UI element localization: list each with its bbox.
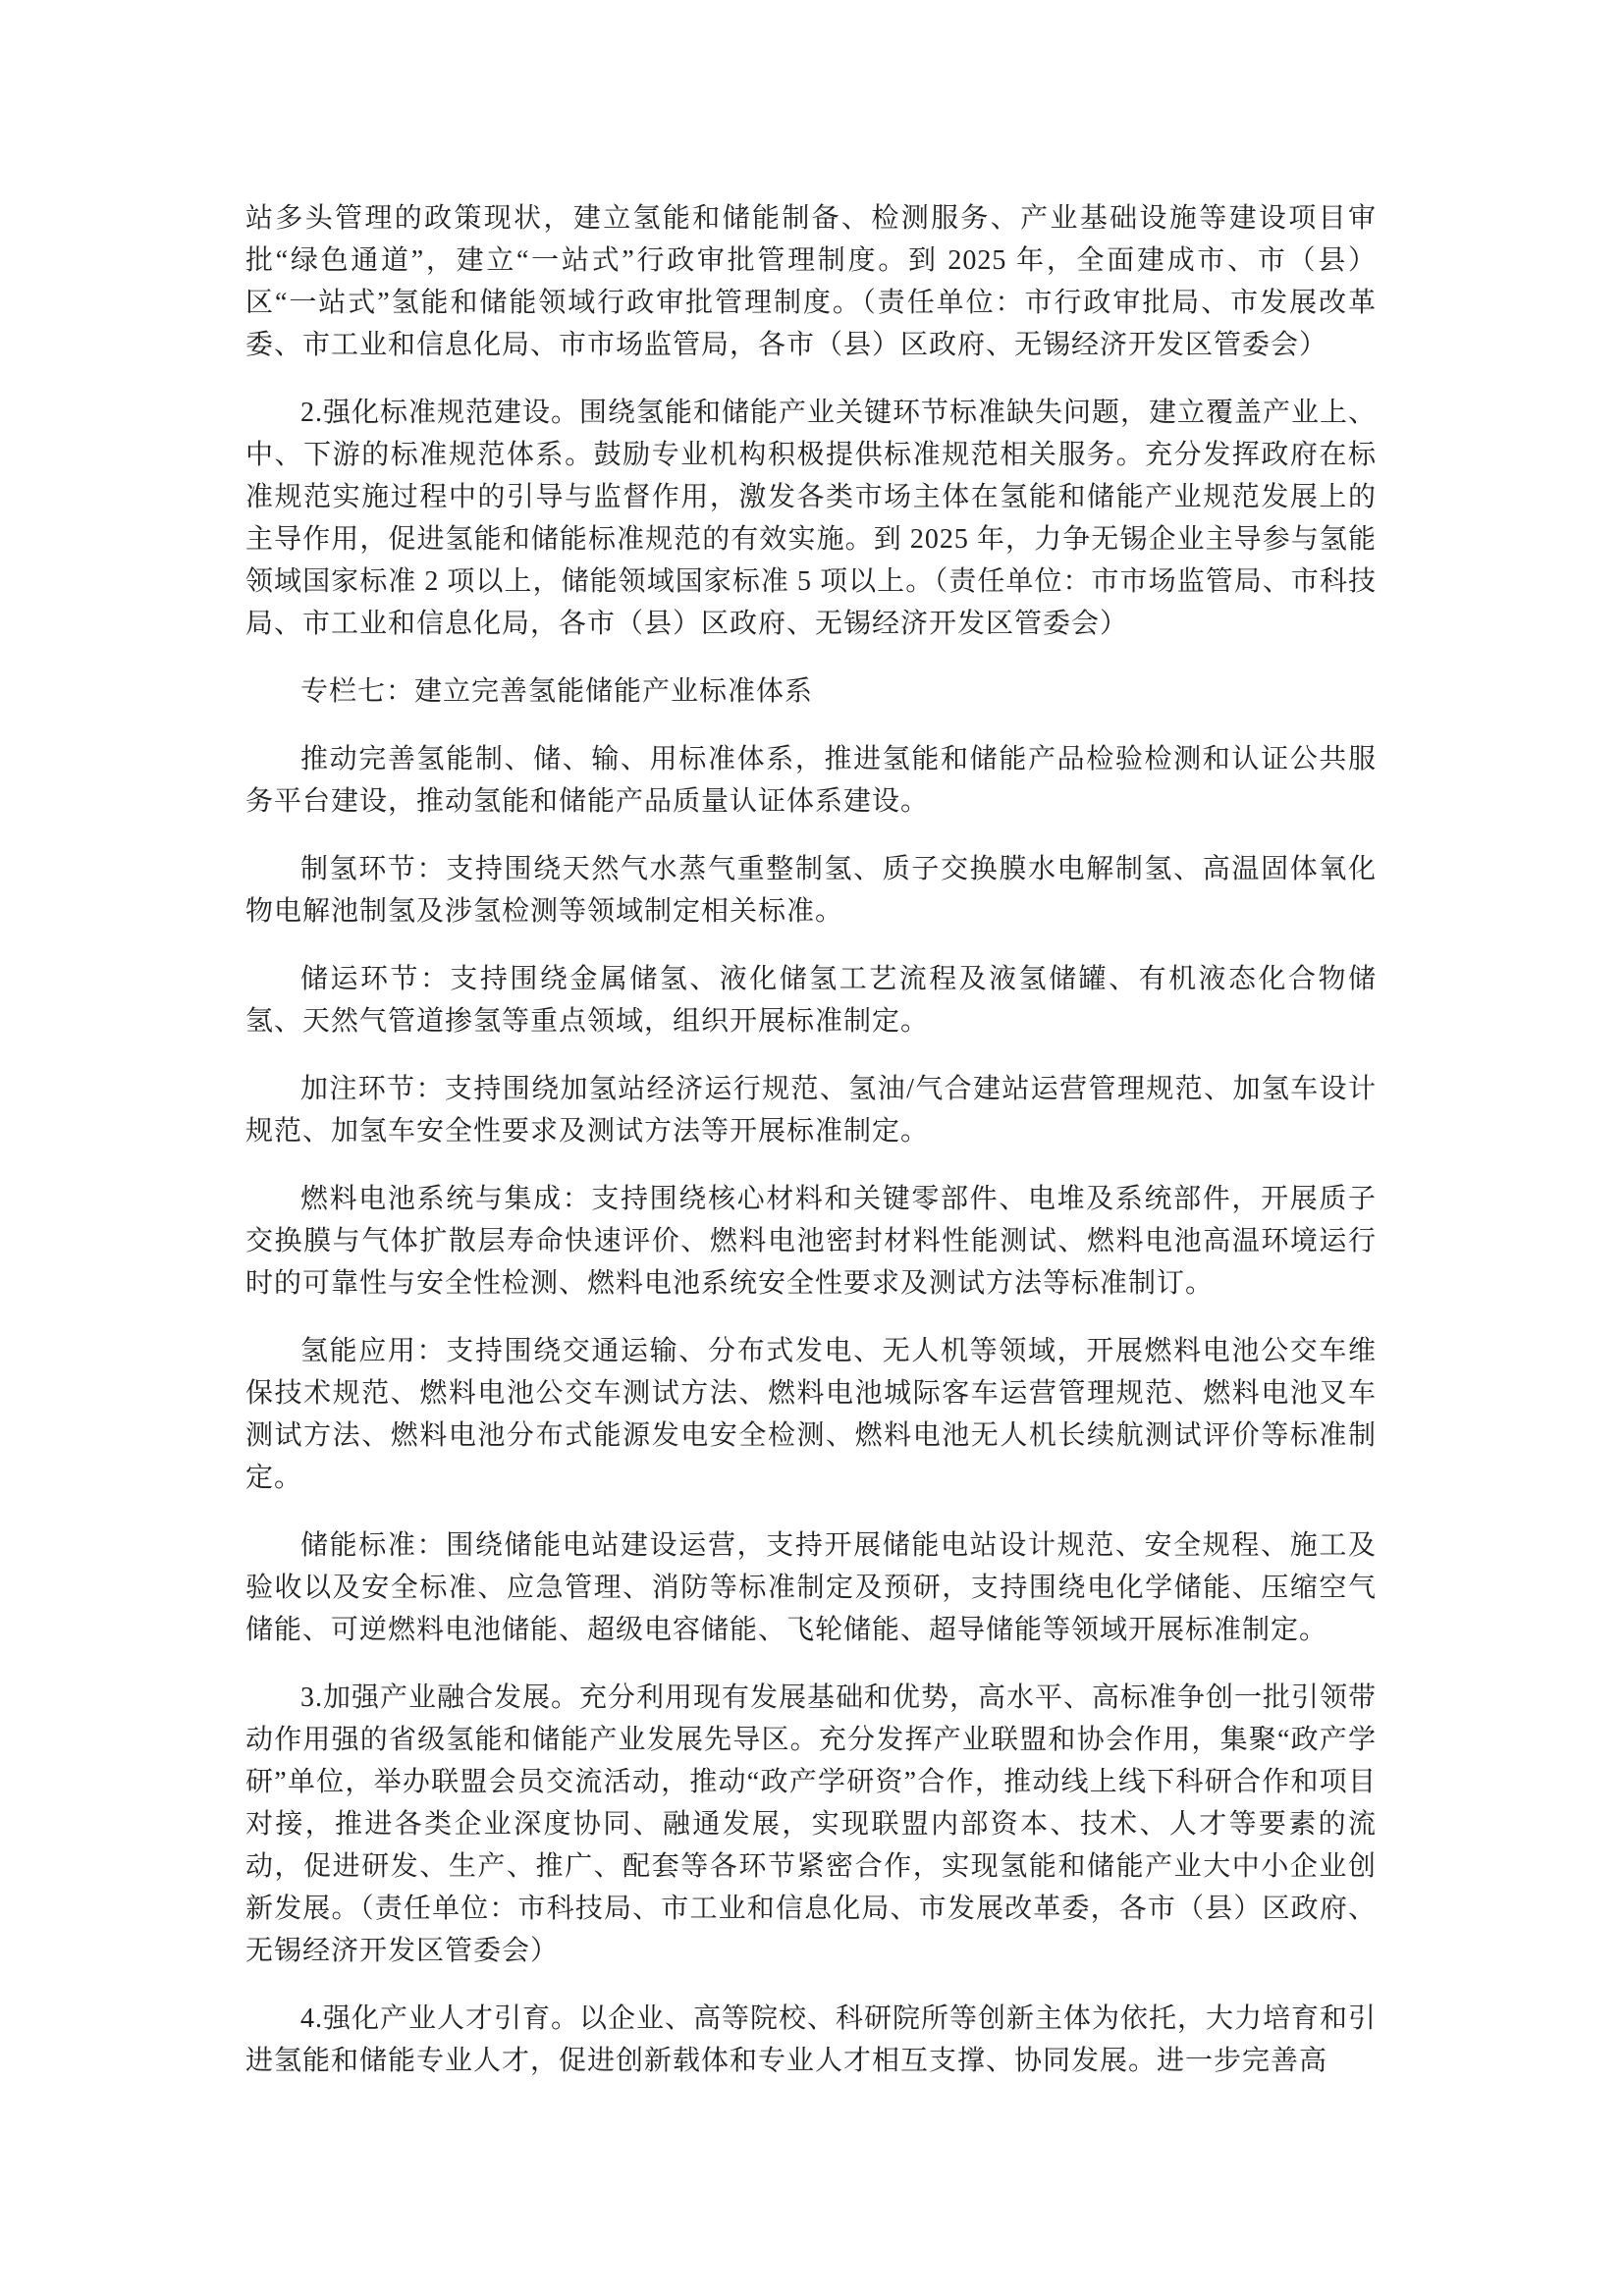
hydrogen-application-item: 氢能应用：支持围绕交通运输、分布式发电、无人机等领域，开展燃料电池公交车维保技术规范、燃料电池公交车测试方法、燃料电池城际客车运营管理规范、燃料电池叉车测试方法、燃料电池分布式能源发电安全检测、燃料电池无人机长续航测试评价等标准制定。 [245,1336,1377,1493]
continued-paragraph-approval: 站多头管理的政策现状，建立氢能和储能制备、检测服务、产业基础设施等建设项目审批“绿色通道”，建立“一站式”行政审批管理制度。到 2025 年，全面建成市、市（县）区“一站式”氢能和储能领域行政审批管理制度。（责任单位：市行政审批局、市发展改革委、市工业和信息化局、市市场监管局，各市（县）区政府、无锡经济开发区管委会） [245,203,1377,360]
page-body [245,197,1377,2108]
paragraph-3-industry-integration: 3.加强产业融合发展。充分利用现有发展基础和优势，高水平、高标准争创一批引领带动作用强的省级氢能和储能产业发展先导区。充分发挥产业联盟和协会作用，集聚“政产学研”单位，举办联盟会员交流活动，推动“政产学研资”合作，推动线上线下科研合作和项目对接，推进各类企业深度协同、融通发展，实现联盟内部资本、技术、人才等要素的流动，促进研发、生产、推广、配套等各环节紧密合作，实现氢能和储能产业大中小企业创新发展。（责任单位：市科技局、市工业和信息化局、市发展改革委，各市（县）区政府、无锡经济开发区管委会） [245,1682,1378,1966]
hydrogen-production-item: 制氢环节：支持围绕天然气水蒸气重整制氢、质子交换膜水电解制氢、高温固体氧化物电解池制氢及涉氢检测等领域制定相关标准。 [245,854,1377,927]
paragraph-2-standards: 2.强化标准规范建设。围绕氢能和储能产业关键环节标准缺失问题，建立覆盖产业上、中、下游的标准规范体系。鼓励专业机构积极提供标准规范相关服务。充分发挥政府在标准规范实施过程中的引导与监督作用，激发各类市场主体在氢能和储能产业规范发展上的主导作用，促进氢能和储能标准规范的有效实施。到 2025 年，力争无锡企业主导参与氢能领域国家标准 2 项以上，储能领域国家标准 5 项以上。（责任单位：市市场监管局、市科技局、市工业和信息化局，各市（县）区政府、无锡经济开发区管委会） [245,398,1378,639]
refueling-item: 加注环节：支持围绕加氢站经济运行规范、氢油/气合建站运营管理规范、加氢车设计规范、加氢车安全性要求及测试方法等开展标准制定。 [245,1074,1377,1147]
column-intro-paragraph: 推动完善氢能制、储、输、用标准体系，推进氢能和储能产品检验检测和认证公共服务平台建设，推动氢能和储能产品质量认证体系建设。 [245,744,1377,817]
fuel-cell-system-item: 燃料电池系统与集成：支持围绕核心材料和关键零部件、电堆及系统部件，开展质子交换膜与气体扩散层寿命快速评价、燃料电池密封材料性能测试、燃料电池高温环境运行时的可靠性与安全性检测、燃料电池系统安全性要求及测试方法等标准制订。 [245,1184,1377,1299]
paragraph-4-talent: 4.强化产业人才引育。以企业、高等院校、科研院所等创新主体为依托，大力培育和引进氢能和储能专业人才，促进创新载体和专业人才相互支撑、协同发展。进一步完善高 [245,2003,1378,2076]
energy-storage-standard-item: 储能标准：围绕储能电站建设运营，支持开展储能电站设计规范、安全规程、施工及验收以及安全标准、应急管理、消防等标准制定及预研，支持围绕电化学储能、压缩空气储能、可逆燃料电池储能、超级电容储能、飞轮储能、超导储能等领域开展标准制定。 [245,1530,1377,1645]
column-seven-heading: 专栏七：建立完善氢能储能产业标准体系 [300,676,814,707]
storage-transport-item: 储运环节：支持围绕金属储氢、液化储氢工艺流程及液氢储罐、有机液态化合物储氢、天然气管道掺氢等重点领域，组织开展标准制定。 [245,964,1377,1037]
